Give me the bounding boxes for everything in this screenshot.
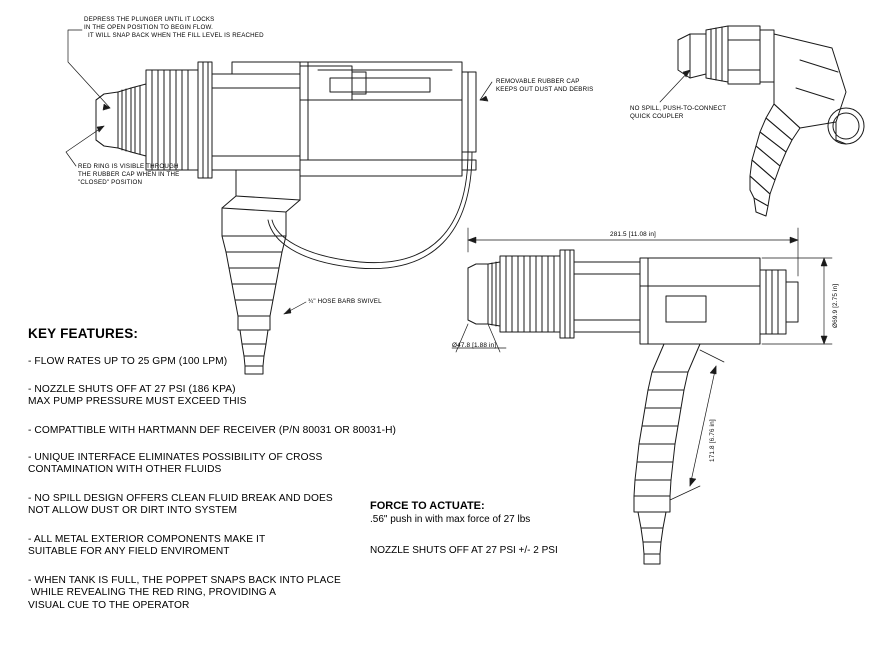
key-features-title: KEY FEATURES: (28, 326, 139, 341)
callout-plunger-instruction-line3: IT WILL SNAP BACK WHEN THE FILL LEVEL IS REACHED (88, 32, 264, 39)
key-feature-item: - ALL METAL EXTERIOR COMPONENTS MAKE IT SUITABLE FOR ANY FIELD ENVIROMENT (28, 534, 266, 558)
callout-plunger-instruction: DEPRESS THE PLUNGER UNTIL IT LOCKS (84, 16, 215, 23)
callout-rubber-cap-line2: KEEPS OUT DUST AND DEBRIS (496, 86, 594, 93)
force-to-actuate-title: FORCE TO ACTUATE: (370, 500, 485, 512)
key-feature-item: - FLOW RATES UP TO 25 GPM (100 LPM) (28, 356, 228, 367)
callout-quick-coupler-line2: QUICK COUPLER (630, 113, 684, 120)
dimension-body-diameter: Ø69.9 [2.75 in] (832, 283, 839, 328)
callout-red-ring-line2: THE RUBBER CAP WHEN IN THE (78, 171, 180, 178)
key-feature-item: - NOZZLE SHUTS OFF AT 27 PSI (186 KPA) MAX PUMP PRESSURE MUST EXCEED THIS (28, 384, 247, 408)
force-to-actuate-line2: NOZZLE SHUTS OFF AT 27 PSI +/- 2 PSI (370, 545, 558, 556)
key-feature-item: - WHEN TANK IS FULL, THE POPPET SNAPS BACK INTO PLACE WHILE REVEALING THE RED RING, PROVIDING A VISUAL CUE TO THE OPERATOR (28, 575, 341, 611)
force-to-actuate-line1: .56" push in with max force of 27 lbs (370, 514, 531, 525)
callout-quick-coupler-line1: NO SPILL, PUSH-TO-CONNECT (630, 105, 727, 112)
callout-red-ring-line3: "CLOSED" POSITION (78, 179, 143, 186)
key-feature-item: - COMPATTIBLE WITH HARTMANN DEF RECEIVER (P/N 80031 OR 80031-H) (28, 425, 397, 436)
dimension-cap-diameter: Ø47.8 [1.88 in] (452, 342, 497, 349)
callout-hose-barb: ¾" HOSE BARB SWIVEL (308, 298, 382, 305)
callout-plunger-instruction-line2: IN THE OPEN POSITION TO BEGIN FLOW. (84, 24, 214, 31)
dimension-overall-length: 281.5 [11.08 in] (610, 231, 656, 238)
callout-rubber-cap-line1: REMOVABLE RUBBER CAP (496, 78, 580, 85)
dimension-hose-leg-length: 171.8 [6.76 in] (709, 419, 716, 462)
key-feature-item: - NO SPILL DESIGN OFFERS CLEAN FLUID BREAK AND DOES NOT ALLOW DUST OR DIRT INTO SYSTEM (28, 493, 333, 517)
callout-red-ring-line1: RED RING IS VISIBLE THROUGH (78, 163, 179, 170)
key-feature-item: - UNIQUE INTERFACE ELIMINATES POSSIBILITY OF CROSS CONTAMINATION WITH OTHER FLUIDS (28, 452, 323, 476)
